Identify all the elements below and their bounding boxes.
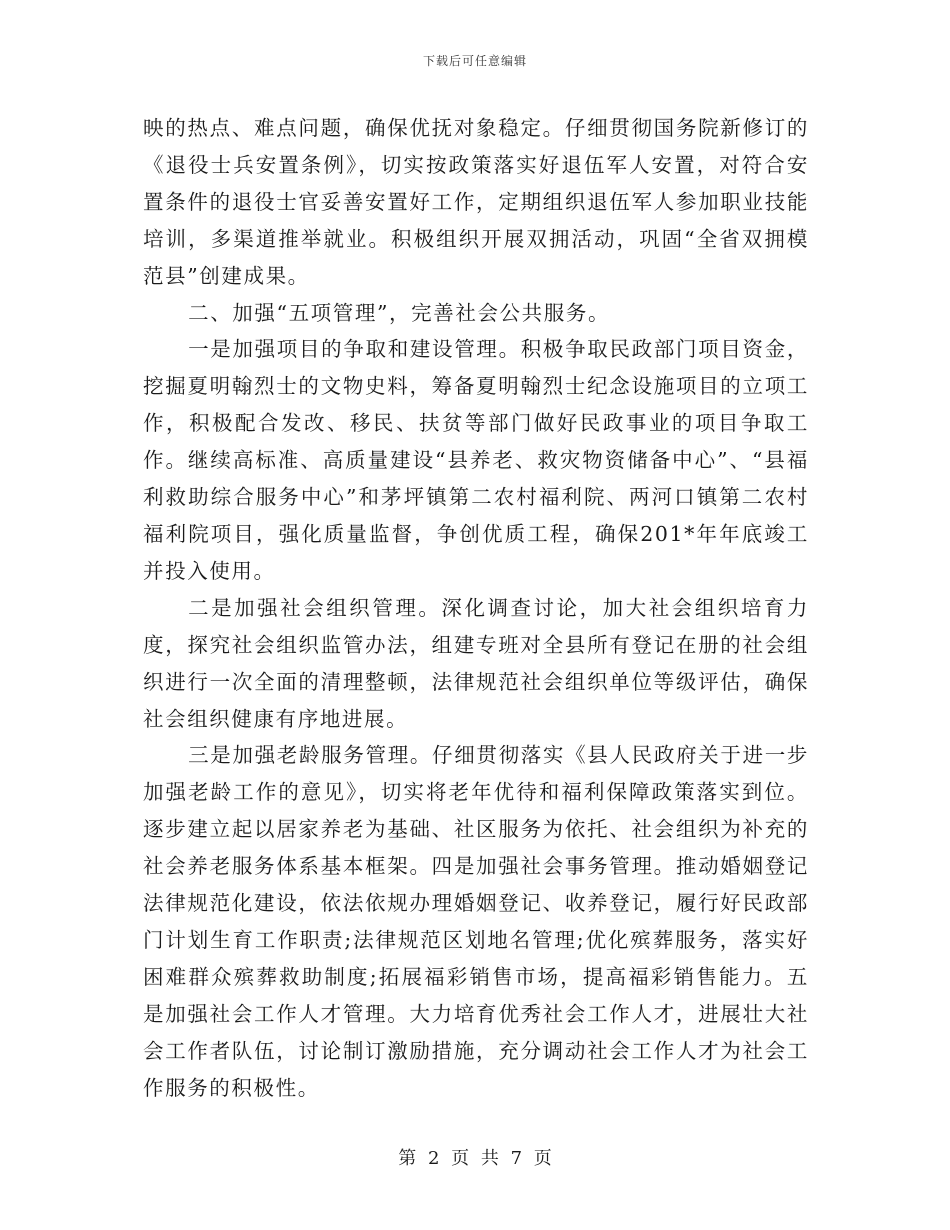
paragraph-continuation: 映的热点、难点问题，确保优抚对象稳定。仔细贯彻国务院新修订的《退役士兵安置条例》，切实按政策落实好退伍军人安置，对符合安置条件的退役士官妥善安置好工作，定期组织退伍军人参加职业技能培训，多渠道推举就业。积极组织开展双拥活动，巩固“全省双拥模范县”创建成果。: [143, 116, 809, 288]
document-body: [143, 110, 809, 1106]
paragraph-project-management: 一是加强项目的争取和建设管理。积极争取民政部门项目资金，挖掘夏明翰烈士的文物史料，筹备夏明翰烈士纪念设施项目的立项工作，积极配合发改、移民、扶贫等部门做好民政事业的项目争取工作。继续高标准、高质量建设“县养老、救灾物资储备中心”、“县福利救助综合服务中心”和茅坪镇第二农村福利院、两河口镇第二农村福利院项目，强化质量监督，争创优质工程，确保201*年年底竣工并投入使用。: [143, 337, 809, 583]
paragraph-social-organization: 二是加强社会组织管理。深化调查讨论，加大社会组织培育力度，探究社会组织监管办法，组建专班对全县所有登记在册的社会组织进行一次全面的清理整顿，法律规范社会组织单位等级评估，确保社会组织健康有序地进展。: [143, 595, 809, 731]
page-number: 第 2 页 共 7 页: [398, 1148, 552, 1169]
paragraph-elderly-services: 三是加强老龄服务管理。仔细贯彻落实《县人民政府关于进一步加强老龄工作的意见》，切实将老年优待和福利保障政策落实到位。逐步建立起以居家养老为基础、社区服务为依托、社会组织为补充的社会养老服务体系基本框架。四是加强社会事务管理。推动婚姻登记法律规范化建设，依法依规办理婚姻登记、收养登记，履行好民政部门计划生育工作职责;法律规范区划地名管理;优化殡葬服务，落实好困难群众殡葬救助制度;拓展福彩销售市场，提高福彩销售能力。五是加强社会工作人才管理。大力培育优秀社会工作人才，进展壮大社会工作者队伍，讨论制订激励措施，充分调动社会工作人才为社会工作服务的积极性。: [143, 743, 809, 1100]
page-header: 下载后可任意编辑: [422, 54, 527, 68]
section-heading: 二、加强“五项管理”，完善社会公共服务。: [188, 300, 611, 325]
